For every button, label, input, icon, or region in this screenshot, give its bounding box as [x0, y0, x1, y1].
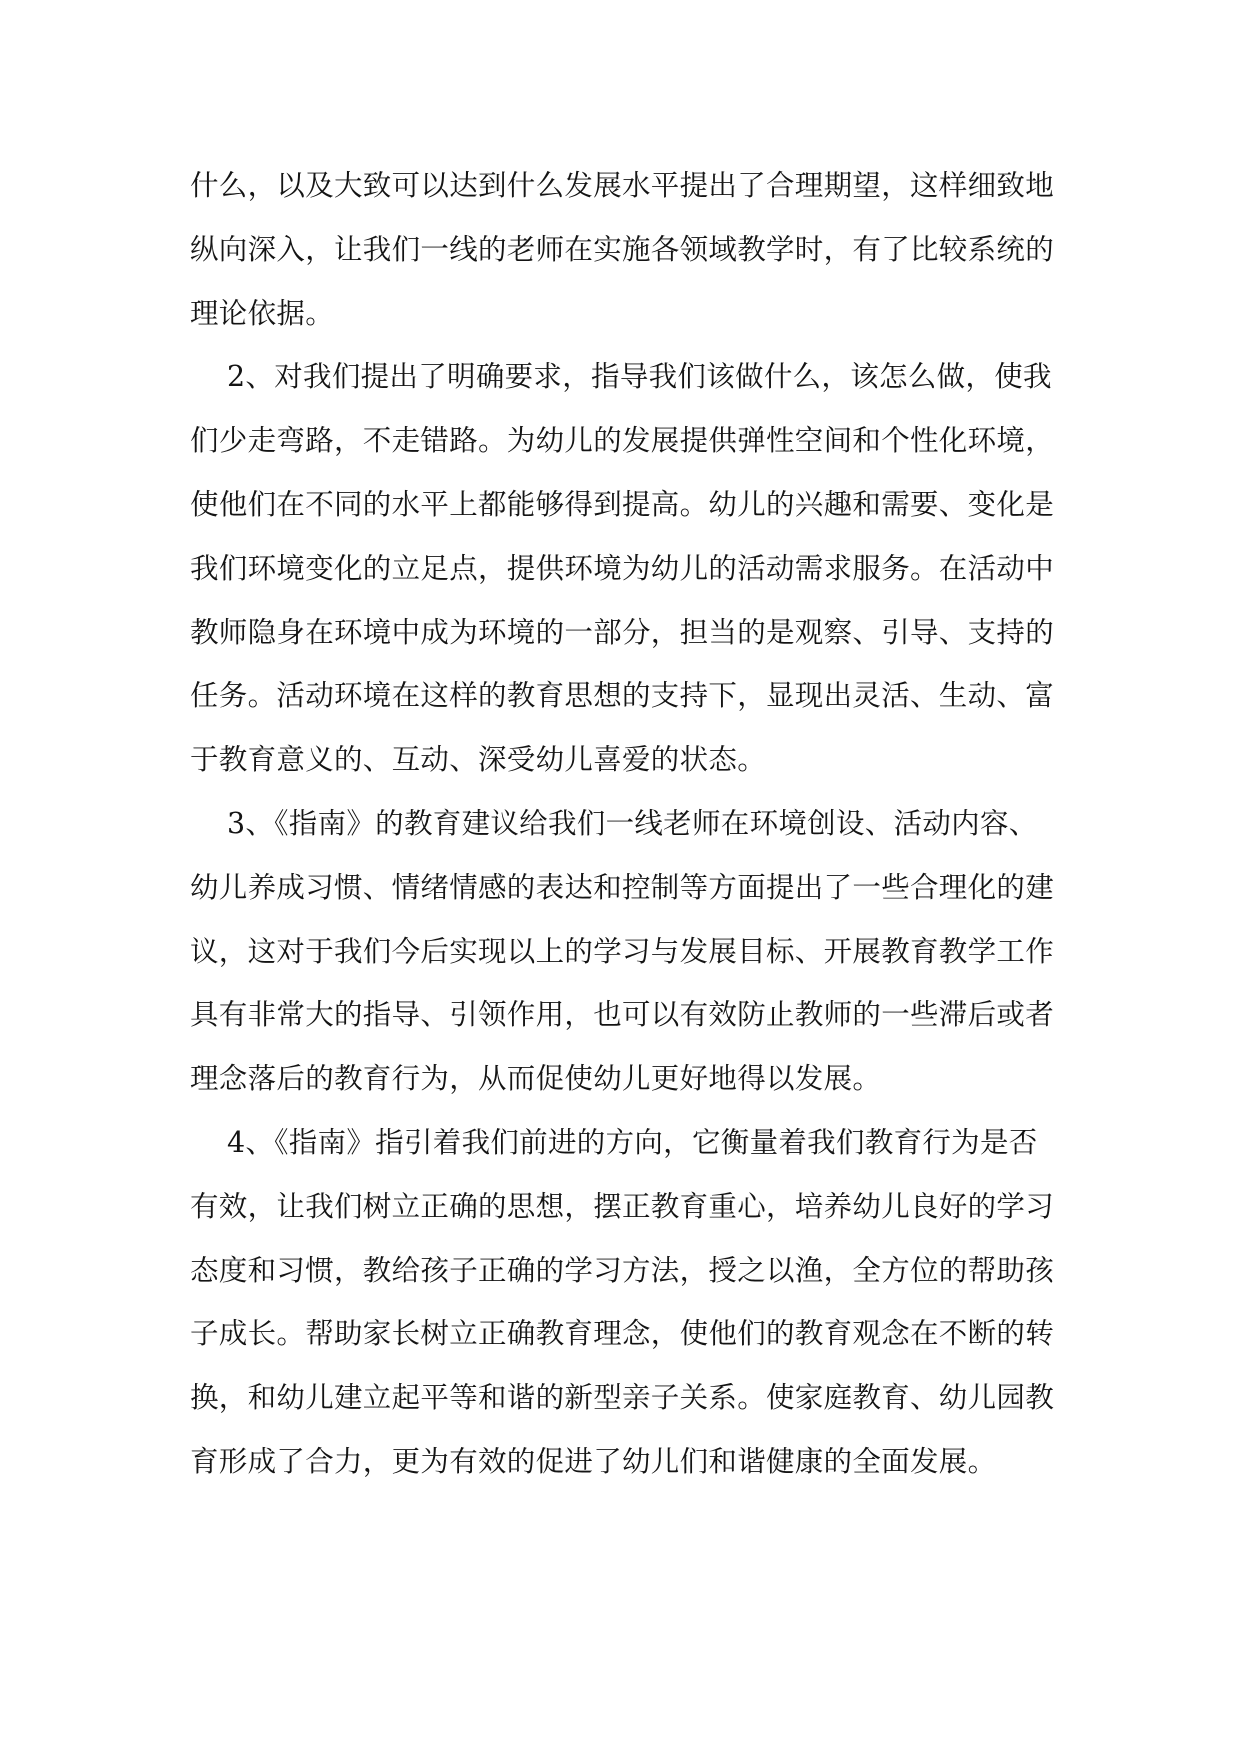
text-line: 们少走弯路，不走错路。为幼儿的发展提供弹性空间和个性化环境，	[190, 424, 1055, 458]
text-line: 幼儿养成习惯、情绪情感的表达和控制等方面提出了一些合理化的建	[190, 870, 1055, 904]
text-line: 使他们在不同的水平上都能够得到提高。幼儿的兴趣和需要、变化是	[190, 487, 1055, 521]
paragraph-3-first-line: 3、《指南》的教育建议给我们一线老师在环境创设、活动内容、	[227, 806, 1038, 840]
text-line: 育形成了合力，更为有效的促进了幼儿们和谐健康的全面发展。	[190, 1444, 997, 1478]
text-line: 于教育意义的、互动、深受幼儿喜爱的状态。	[190, 743, 767, 777]
text-line: 具有非常大的指导、引领作用，也可以有效防止教师的一些滞后或者	[190, 998, 1055, 1032]
paragraph-4-first-line: 4、《指南》指引着我们前进的方向，它衡量着我们教育行为是否	[227, 1125, 1038, 1159]
text-line: 有效，让我们树立正确的思想，摆正教育重心，培养幼儿良好的学习	[190, 1189, 1055, 1223]
paragraph-2-first-line: 2、对我们提出了明确要求，指导我们该做什么，该怎么做，使我	[227, 360, 1052, 394]
text-line: 子成长。帮助家长树立正确教育理念，使他们的教育观念在不断的转	[190, 1317, 1055, 1351]
text-line: 态度和习惯，教给孩子正确的学习方法，授之以渔，全方位的帮助孩	[190, 1253, 1055, 1287]
text-line: 纵向深入，让我们一线的老师在实施各领域教学时，有了比较系统的	[190, 232, 1055, 266]
text-line: 议，这对于我们今后实现以上的学习与发展目标、开展教育教学工作	[190, 934, 1055, 968]
text-line: 理念落后的教育行为，从而促使幼儿更好地得以发展。	[190, 1062, 882, 1096]
text-line: 换，和幼儿建立起平等和谐的新型亲子关系。使家庭教育、幼儿园教	[190, 1381, 1055, 1415]
text-line: 什么，以及大致可以达到什么发展水平提出了合理期望，这样细致地	[190, 169, 1055, 202]
text-line: 任务。活动环境在这样的教育思想的支持下，显现出灵活、生动、富	[190, 679, 1055, 713]
document-body	[190, 154, 1070, 1494]
text-line: 理论依据。	[190, 296, 335, 330]
text-line: 教师隐身在环境中成为环境的一部分，担当的是观察、引导、支持的	[190, 615, 1055, 649]
text-line: 我们环境变化的立足点，提供环境为幼儿的活动需求服务。在活动中	[190, 551, 1055, 585]
